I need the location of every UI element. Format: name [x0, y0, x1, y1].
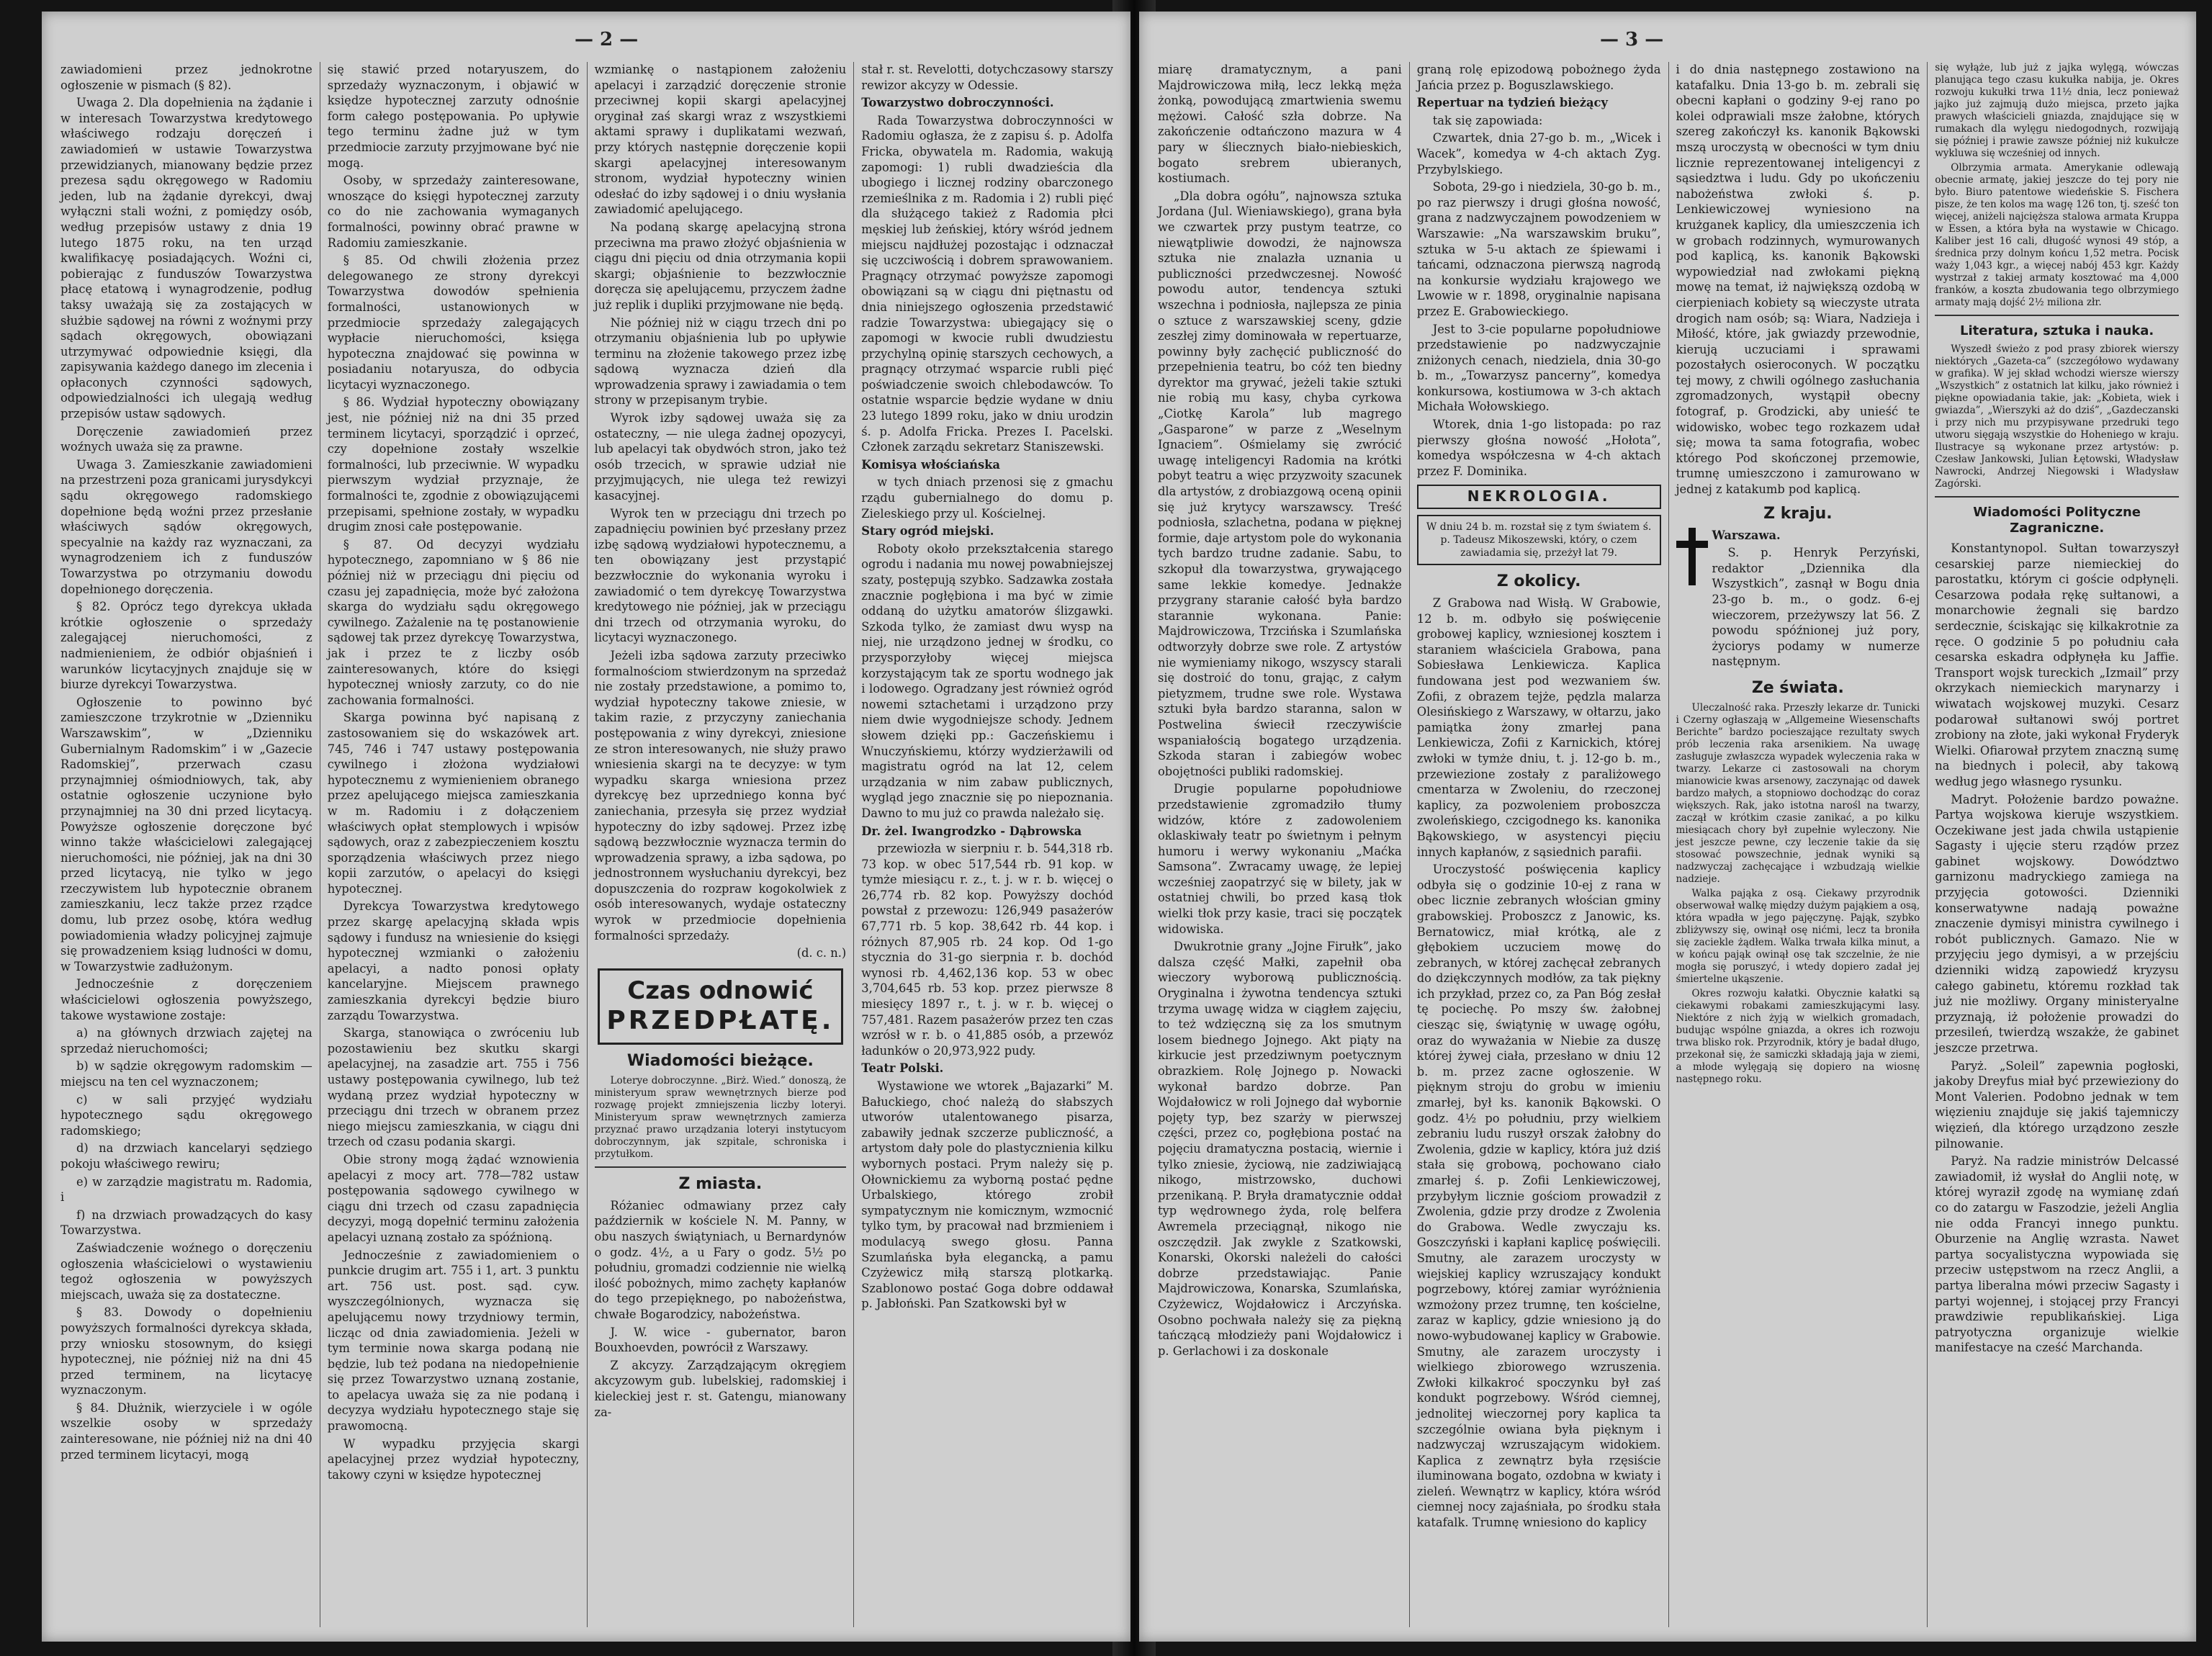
subheading: Repertuar na tydzień bieżący — [1416, 96, 1608, 110]
section-heading-city: Z miasta. — [678, 1174, 763, 1193]
paragraph: c) w sali przyjęć wydziału hypotecznego sądu okręgowego radomskiego; — [60, 1092, 313, 1138]
paragraph: Uroczystość poświęcenia kaplicy odbyła się o godzinie 10-ej z rana w obec licznie zebranych włościan gminy grabowskiej. Proboszcz z Janowic, ks. Bernatowicz, miał krótką, ale z głębokiem uczuciem mowę do zebranych, w której zachęcał zebranych do dziękczynnych modłów, za tak piękny ich przykład, przez co, za Pan Bóg zesłał tę pociechę. Po mszy św. żałobnej ciesząc się, świątynię w uwagę ogółu, oraz do wyważania w Niebie za duszę której żywej ciała, przesłano w dniu 12 b. m. przez zacne ogłoszenie. W pięknym stroju do grobu w imieniu zmarłej, był ks. kanonik Bąkowski. O godz. 4½ po południu, przy wielkiem zebraniu ludu ruszył orszak żałobny do Zwolenia, gdzie w kaplicy, która już dziś stała się grobową, pochowano ciało zmarłej ś. p. Zofii Lenkiewiczowej, przybyłym licznie gościom prowadził z Zwolenia, gdzie przy drodze z Zwolenia do Grabowa. Wedle zwyczaju ks. Goszczyński i kapłani kaplicę poświęcili. Smutny, ale zarazem uroczysty w wiejskiej kaplicy wzruszający kondukt pogrzebowy, której zamiar wyróżnienia wzmożony przez trumnę, ten kościelne, zaraz w kaplicy, gdzie wniesiono ją do nowo-wybudowanej kaplicy w Grabowie. Smutny, ale zarazem uroczysty i wielkiego zbiorowego wzruszenia. Zwłoki kilkakroć spoczynku był zaś kondukt pogrzebowy. Wśród ciemnej, jednolitej wieczornej pory kaplica ta szczególnie owiana była pięknym i nadzwyczaj wzruszającym widokiem. Kaplica z zewnątrz była rzęsiście iluminowana bogato, ozdobna w kwiaty i zieleń. Wewnątrz w kaplicy, która wśród ciemnej nocy zajaśniała, po środku stała katafalk. Trumnę wniesiono do kaplicy — [1416, 863, 1661, 1530]
paragraph: § 84. Dłużnik, wierzyciele i w ogóle wszelkie osoby w sprzedaży zainteresowane, nie później niż na dni 40 przed terminem licytacyi, mogą — [60, 1400, 313, 1462]
left-page-columns — [53, 62, 1120, 1627]
paragraph: f) na drzwiach prowadzących do kasy Towarzystwa. — [60, 1207, 313, 1238]
paragraph: Walka pająka z osą. Ciekawy przyrodnik obserwował walkę między dużym pająkiem a osą, która wpadła w jego pajęczynę. Pająk, szybko zbliżywszy się, owinął osę nićmi, lecz ta broniła się zaciekle żądłem. Walka trwała kilka minut, a w końcu pająk owinął osę tak szczelnie, że nie mogła się poruszyć, i wtedy dopiero zadał jej śmiertelne ukąszenie. — [1676, 887, 1920, 985]
paragraph: przewiozła w sierpniu r. b. 544,318 rb. 73 kop. w obec 517,544 rb. 91 kop. w tymże miesiącu r. z., t. j. w r. b. więcej o 26,774 rb. 82 kop. Powyższy dochód powstał z przewozu: 126,949 pasażerów 67,771 rb. 5 kop. 38,642 rb. 44 kop. i różnych 87,905 rb. 24 kop. Od 1-go stycznia do 31-go sierpnia r. b. dochód wynosi rb. 4,462,136 kop. 53 w obec 3,704,645 rb. 53 kop. przez pierwsze 8 miesięcy 1897 r., t. j. w r. b. więcej o 757,481. Razem pasażerów przez ten czas wzrósł w r. b. o 41,885 osób, a przewóz ładunków o 20,973,922 pudy. — [861, 842, 1113, 1058]
paragraph: Wyrok ten w przeciągu dni trzech po zapadnięciu powinien być przesłany przez izbę sądową wydziałowi hypotecznemu, a ten obowiązany jest przystąpić bezzwłocznie do wykonania wyroku i zawiadomić o tem dyrekcyę Towarzystwa kredytowego nie później, jak w przeciągu dni trzech od otrzymania wyroku, do licytacyi wyznaczonego. — [594, 506, 847, 645]
right-column-3 — [1669, 62, 1928, 1627]
left-column-3 — [588, 62, 855, 1627]
paragraph: „Dla dobra ogółu”, najnowsza sztuka Jordana (Jul. Wieniawskiego), grana była we czwartek przy pustym teatrze, co niewątpliwie dowodzi, że najnowsza sztuka nie znalazła uznania u publiczności przedwczesnej. Nowość powodu autor, tendencya sztuki wszechna i podniosła, najlepsza ze pinia o sztuce z warszawskiej sceny, gdzie zeszłej zimy dominowała w repertuarze, powinny były zachęcić publiczność do przepełnienia teatru, bo cóż ten biedny dyrektor ma grywać, jeżeli takie sztuki nie robią mu kasy, chyba cyrkowa „Ciotkę Karola” lub magrego „Gasparone” w parze z „Weselnym Ignaciem”. Ośmielamy się zwrócić uwagę inteligencyi Radomia na krótki pobyt teatru a więc przyzwoity szacunek dla artystów, z drobiazgową oceną opinii się już krytycy warszawscy. Treść podniosła, szlachetna, podana w pięknej formie, daje artystom pole do wykonania tych bardzo trudne zadanie. Sabu, to szkopuł dla towarzystwa, grywającego same lekkie komedye. Jednakże przygrany staranie całość była bardzo starannie wykonana. Panie: Majdrowiczowa, Trzcińska i Szumlańska odtworzyły dobrze swe role. Z artystów nie wymieniamy nikogo, wszyscy starali się dostroić do tonu, grając, z całym pietyzmem, trudne swe role. Wystawa sztuki była bardzo staranna, salon w Postwelina świecił rzeczywiście wspaniałością bogatego urządzenia. Szkoda staran i zabiegów wobec obojętności publiki radomskiej. — [1158, 189, 1402, 778]
paragraph: Nie później niż w ciągu trzech dni po otrzymaniu objaśnienia lub po upływie terminu na złożenie takowego przez izbę sądową wyznacza dzień dla wprowadzenia sprawy i zawiadamia o tem strony w przepisanym trybie. — [594, 315, 847, 408]
paragraph: Jest to 3-cie popularne popołudniowe przedstawienie po nadzwyczajnie zniżonych cenach, niedziela, dnia 30-go b. m., „Towarzysz pancerny”, komedya konkursowa, kostiumowa w 3-ch aktach Michała Wołowskiego. — [1416, 322, 1661, 414]
section-heading-current-news: Wiadomości bieżące. — [626, 1051, 814, 1070]
subheading: Warszawa. — [1712, 528, 1781, 542]
paragraph: Wystawione we wtorek „Bajazarki” M. Bałuckiego, choć należą do słabszych utworów utalentowanego pisarza, zabawiły jednak szczerze publiczność, a artystom dały pole do plastycznienia kilku wybornych postaci. Prym należy się p. Ołownickiemu za wyborną postać pędne Urbalskiego, którego zrobił sympatycznym nie komicznym, wzmocnić tylko tym, by pracował nad brzmieniem i modulacyą swego głosu. Panna Szumlańska była elegancką, a pamu Czyżewicz miłą starszą plotkarką. Szablonowo postać Goga dobre oddawał p. Jabłoński. Pan Szatkowski był w — [861, 1079, 1113, 1311]
paragraph: Czwartek, dnia 27-go b. m., „Wicek i Wacek”, komedya w 4-ch aktach Zyg. Przybylskiego. — [1416, 131, 1661, 176]
section-heading-country: Z kraju. — [1763, 504, 1833, 523]
paragraph: Sobota, 29-go i niedziela, 30-go b. m., po raz pierwszy i drugi głośna nowość, grana z nadzwyczajnem powodzeniem w Warszawie: „Na warszawskim bruku”, sztuka w 5-u aktach ze śpiewami i tańcami, odznaczona pierwszą nagrodą na konkursie wydziału krajowego we Lwowie w r. 1898, oryginalnie napisana przez E. Grabowieckiego. — [1416, 180, 1661, 318]
paragraph: Paryż. Na radzie ministrów Delcassé zawiadomił, iż wysłał do Anglii notę, w której wyraził zgodę na wymianę zdań co do zatargu w Faszodzie, jeżeli Anglia nie odda Francyi innego punktu. Oburzenie na Anglię wzrasta. Nawet partya socyalistyczna wypowiada się przeciw ustępstwom na rzecz Anglii, a partya liberalna mówi przeciw Sagasty i partyi wojennej, i stojącej przy Francyi prawdziwie republikańskiej. Liga patryotyczna organizuje wielkie manifestacye na cześć Marchanda. — [1935, 1154, 2179, 1355]
left-column-1 — [53, 62, 320, 1627]
paragraph: się wyłąże, lub już z jajka wylęgą, wówczas planująca tego czasu kukułka nabija, je. Okres rozwoju kukułki trwa 11½ dnia, lecz ponieważ jajko już zajmują dużo miejsca, przeto jajka prawych właścicieli gniazda, znajdujące się w rumakach dla wylęgu niedogodnych, rozwijają się później i prawie zawsze później niż kukułcze wykluwa się wcześniej od innych. — [1935, 62, 2179, 159]
subscription-line-1: Czas odnowić — [627, 976, 814, 1005]
paragraph: Uwaga 2. Dla dopełnienia na żądanie i w interesach Towarzystwa kredytowego właściwego rodzaju doręczeń i zawiadomień w ustawie Towarzystwa przewidzianych, mianowany będzie przez prezesa sądu okręgowego w Radomiu jeden, lub na żądanie dyrekcyi, dwaj wyłączni stali woźni, z pomiędzy osób, według przepisów ustawy z dnia 19 lutego 1875 roku, na ten urząd kwalifikacyę posiadających. Woźni ci, pobierając z funduszów Towarzystwa płacę etatową i wynagrodzenie, podług taksy uważają się za zostających w służbie sądowej na równi z woźnymi przy sądach okręgowych, obowiązani utrzymywać odpowiednie księgi, dla zapisywania każdego danego im zlecenia i opłaconych czynności sądowych, odpowiedzialności ich ulegają według przepisów ustaw sądowych. — [60, 96, 313, 421]
subheading: Dr. żel. Iwangrodzko - Dąbrowska — [861, 824, 1082, 838]
paragraph: Doręczenie zawiadomień przez woźnych uważa się za prawne. — [60, 424, 313, 454]
paragraph: Loterye dobroczynne. „Birż. Wied.” donoszą, że ministeryum spraw wewnętrznych bierze pod rozwagę projekt zmniejszenia liczby loteryi. Ministeryum spraw wewnętrznych zamierza przyznać prawo urządzania loteryi instytucyom dobroczynnym, jak szpitale, schroniska i przytułkom. — [594, 1074, 847, 1160]
paragraph: Obie strony mogą żądać wznowienia apelacyi z mocy art. 778—782 ustaw postępowania sądowego cywilnego w ciągu dni trzech od czasu zapadnięcia decyzyi, mogą dopełnić terminu założenia apelacyi uznaną zostało za spóźnioną. — [327, 1152, 580, 1244]
paragraph: Uwaga 3. Zamieszkanie zawiadomieni na przestrzeni poza granicami jurysdykcyi sądu okręgowego radomskiego dopełnione będą woźni przez przesłanie właściwych sądów okręgowych, specyalnie na każdy raz wyznaczani, za wynagrodzeniem ich z funduszów Towarzystwa po otrzymaniu dowodu dopełnionego doręczenia. — [60, 457, 313, 596]
cross-icon — [1676, 528, 1708, 585]
right-column-4 — [1928, 62, 2186, 1627]
subheading: Stary ogród miejski. — [861, 524, 994, 539]
paragraph: Różaniec odmawiany przez cały październik w kościele N. M. Panny, w obu naszych świątyniach, u Bernardynów o godz. 4½, a u Fary o godz. 5½ po południu, gromadzi codziennie nie wielką ilość pobożnych, mimo zachęty kapłanów do tego przepięknego, po nabożeństwa, chwałe Bogarodzicy, nabożeństwa. — [594, 1198, 847, 1321]
paragraph: wzmiankę o nastąpionem założeniu apelacyi i zarządzić doręczenie stronie przeciwnej kopii skargi apelacyjnej oryginał zaś skargi wraz z wszystkiemi aktami sprawy i duplikatami wezwań, przy których następnie doręczenie kopii skargi apelacyjnej interesowanym stronom, wydział hypoteczny winien odesłać do izby sądowej i o dniu wysłania zawiadomić apelującego. — [594, 63, 847, 217]
section-heading-foreign-politics: Wiadomości Polityczne Zagraniczne. — [1973, 505, 2141, 536]
paragraph: J. W. wice - gubernator, baron Bouxhoevden, powrócił z Warszawy. — [594, 1325, 847, 1355]
paragraph: stał r. st. Revelotti, dotychczasowy starszy rewizor akcyzy w Odessie. — [861, 63, 1113, 92]
right-column-2 — [1410, 62, 1669, 1627]
subheading: Komisya włościańska — [861, 457, 1000, 472]
paragraph: i do dnia następnego zostawiono na katafalku. Dnia 13-go b. m. zebrali się obecni kapłani o godziny 9-ej rano po kolei odprawiali msze żałobne, których szereg zakończył ks. kanonik Bąkowski mszą uroczystą w obecności w tym dniu licznie reprezentowanej inteligencyi z sąsiedztwa i ludu. Gdy po ukończeniu nabożeństwa zwłoki ś. p. Lenkiewiczowej wyniesiono na krużganek kaplicy, dla umieszczenia ich w grobach rodzinnych, wymurowanych pod kaplicą, ks. kanonik Bąkowski wypowiedział nad zwłokami piękną mowę na temat, iż największą ozdobą w cierpieniach kobiety są wieczyste utrata drogich nam osób; są: Wiara, Nadzieja i Miłość, które, jak gwiazdy przewodnie, kierują uczuciami i sprawami pozostałych osieroconych. W początku tej mowy, z chwili ogólnego zasłuchania zgromadzonych, wystąpił obecny fotograf, p. Grodzicki, aby unieść te widowisko, wobec tego rozkazem udał się; mowa ta sama fotografia, wobec którego Pod skończonej przemowie, trumnę umieszczono i zamurowano w jednej z katakumb pod kaplicą. — [1676, 63, 1920, 497]
paragraph: graną rolę epizodową pobożnego żyda Jańcia przez p. Boguszlawskiego. — [1416, 63, 1661, 92]
paragraph: tak się zapowiada: — [1432, 113, 1543, 127]
left-page — [42, 12, 1130, 1642]
paragraph: Okres rozwoju kałatki. Obycznie kałatki są ciekawymi robakami zamieszkującymi lasy. Niektóre z nich żyją w wielkich gromadach, budując wspólne gniazda, a okres ich rozwoju trwa blisko rok. Przyrodnik, który je badał długo, przekonał się, że samiczki składają jaja w ziemi, a młode wylęgają się dopiero na wiosnę następnego roku. — [1676, 987, 1920, 1085]
paragraph: Na podaną skargę apelacyjną strona przeciwna ma prawo złożyć objaśnienia w ciągu dni pięciu od dnia otrzymania kopii skargi; objaśnienie to bezzwłocznie doręcza się apelującemu, przyczem żadne już replik i dupliki przyjmowane nie będą. — [594, 220, 847, 312]
paragraph: Wyrok izby sądowej uważa się za ostateczny, — nie ulega żadnej opozycyi, lub apelacyi tak obydwóch stron, jako też osób trzecich, w sprawie udział nie przyjmujących, nie ulega też rewizyi kasacyjnej. — [594, 411, 847, 503]
paragraph: Dwukrotnie grany „Jojne Firułk”, jako dalsza część Małki, zapełnił oba wieczory wyborową publicznością. Oryginalna i żywotna tendencya sztuki trzyma uwagę widza w ciągłem zajęciu, to też wdzięczną się za los smutnym losem biednego Jojnego. Akt piąty na kirkucie jest przedziwnym poetycznym obrazkiem. Rolę Jojnego p. Nowacki wykonał bardzo dobrze. Pan Wojdałowicz w roli Jojnego dał wybornie pojęty typ, bez szarży w pierwszej części, przez co, pogłębiona postać na pojęciu dramatyczna postacią, wiernie i tylko zniesie, życiową, nie zadziwiającą nikogo, mistrzowsko, duchowi przenikaną. P. Bryła dramatycznie oddał typ wędrownego żyda, rolę belfera Awremela przeciągnął, nikogo nie oszczędził. Jak zwykle z Szatkowski, Konarski, Okorski należeli do całości dobrze przedstawiając. Panie Majdrowiczowa, Konarska, Szumlańska, Czyżewicz, Wojdałowicz i Arczyńska. Osobno pochwała należy się za piękną tańczącą młodzieży pani Wojdałowicz i p. Gerlachowi i za doskonale — [1158, 940, 1402, 1358]
paragraph: zawiadomieni przez jednokrotne ogłoszenie w pismach (§ 82). — [60, 63, 313, 92]
right-page — [1139, 12, 2196, 1642]
obituary-cross-row — [1676, 528, 1920, 672]
paragraph: Wyszedł świeżo z pod prasy zbiorek wierszy niektórych „Gazeta​-ca” (szczegółowo wydawany w grafika). W jej skład wchodzi wiersze wierszy „Wszystkich” z ostatnich lat kilku, jako również i piękne opowiadania takie, jak: „Kobieta, wiek i gwiazda”, „Wierszyki aż do dziś”, „Gazdeczanski i przy nich mu przypisywane przedruki tego utworu sięgają wszystkie do Hoheniego w kraju. Ilustracye są wykonane przez artystów: p. Czesław Jankowski, Julian Łętowski, Władysław Nawrocki, Andrzej Niegowski i Władysław Zagórski. — [1935, 343, 2179, 490]
left-page-number: — 2 — — [575, 29, 639, 50]
paragraph: Jednocześnie z doręczeniem właścicielowi ogłoszenia powyższego, takowe wystawione zostaje: — [60, 977, 313, 1022]
subscription-box — [598, 968, 844, 1045]
paragraph: Zaświadczenie woźnego o doręczeniu ogłoszenia właścicielowi o wystawieniu tegoż ogłoszenia w powyższych miejscach, uważa się za dostateczne. — [60, 1241, 313, 1302]
paragraph: Uleczalność raka. Przeszły lekarze dr. Tunicki i Czerny ogłaszają w „Allgemeine Wiesenschafts Berichte” bardzo pocieszające rezultaty swych prób leczenia raka arsenikiem. Na uwagę zasługuje zwłaszcza wypadek wyleczenia raka w twarzy. Lekarze ci zastosowali na chorym mianowicie kwas arsenowy, zaczynając od dawek bardzo małych, a stopniowo dochodząc do coraz większych. Rak, jako istotna narośl na twarzy, zaczął w krótkim czasie zanikać, a po kilku miesiącach chory był zupełnie wyleczony. Nie jest jeszcze pewne, czy leczenie takie da się stosować powszechnie, jednak wyniki są nadzwyczaj zachęcające i wzbudzają wielkie nadzieje. — [1676, 701, 1920, 885]
paragraph: Skarga, stanowiąca o zwróceniu lub pozostawieniu bez skutku skargi apelacyjnej, na zasadzie art. 755 i 756 ustawy postępowania cywilnego, lub też wydaną przez wydział hypoteczny w przeciągu dni trzech w obranem przez niego miejscu zamieszkania, w ciągu dni trzech od czasu podania skargi. — [327, 1026, 580, 1149]
paragraph: § 83. Dowody o dopełnieniu powyższych formalności dyrekcya składa, przy wniosku stosownym, do księgi hypotecznej, nie później niż na dni 45 przed terminem, na licytacyę wyznaczonym. — [60, 1305, 313, 1398]
obituary-heading: NEKROLOGIA. — [1417, 485, 1661, 509]
paragraph: Ogłoszenie to powinno być zamieszczone trzykrotnie w „Dzienniku Warszawskim”, w „Dzienniku Gubernialnym Radomskim” i w „Gazecie Radomskiej”, przerwach czasu przynajmniej ośmiodniowych, tak, aby ostatnie ogłoszenie uczynione było przynajmniej na 30 dni przed licytacyą. Powyższe ogłoszenie doręczone być winno także właścicielowi zalegającej nieruchomości, nie później, jak na dni 30 przed licytacyą, nie tylko w jego rzeczywistem lub hypotecznie obranem zamieszkaniu, lecz także przez rządce domu, lub przez osobę, która według powiadomienia władzy policyjnej zajmuje się prowadzeniem ksiąg ludności w domu, w Towarzystwie zadłużonym. — [60, 695, 313, 973]
paragraph: Konstantynopol. Sułtan towarzyszył cesarskiej parze niemieckiej do parostatku, którym ci goście odpłynęli. Cesarzowa podała rękę sułtanowi, a monarchowie żegnali się bardzo serdecznie, ściskając się kilkakrotnie za ręce. O godzinie 5 po południu cała cesarska eskadra odpłynęła ku Jaffie. Transport wojsk tureckich „Izmail” przy okrzykach niemieckich marynarzy i wiwatach wojskowej muzyki. Cesarz podarował sułtanowi swój portret zrobiony na złote, jaki wykonał Fryderyk Wielki. Ofiarował przytem znaczną sumę na biednych i polecił, aby takową według jego własnego rysunku. — [1935, 541, 2179, 788]
left-column-2 — [320, 62, 588, 1627]
paragraph: Paryż. „Soleil” zapewnia pogłoski, jakoby Dreyfus miał być przewieziony do Mont Valerien. Podobno jednak w tem więzieniu znajduje się jakiś tajemniczy więzień, dla którego urządzono zeszłe pilnowanie. — [1935, 1058, 2179, 1151]
paragraph: § 86. Wydział hypoteczny obowiązany jest, nie później niż na dni 35 przed terminem licytacyi, sporządzić i oprzeć, czy dopełnione zostały wszelkie formalności, lub przeciwnie. W wypadku pierwszym wydział przyznaje, że formalności te, zgodnie z obowiązującemi przepisami, spełnione zostały, w wypadku drugim znosi całe postępowanie. — [327, 395, 580, 534]
paragraph: Skarga powinna być napisaną z zastosowaniem się do wskazówek art. 745, 746 i 747 ustawy postępowania cywilnego i złożona wydziałowi hypotecznemu z wymienieniem obranego przez apelującego miejsca zamieszkania w m. Radomiu i z dołączeniem właściwych opłat stemplowych i wpisów sądowych, oraz z zabezpieczeniem kosztu sporządzenia właściwych przez niego kopii zarzutów, o apelacyi do księgi hypotecznej. — [327, 711, 580, 896]
paragraph: Jeżeli izba sądowa zarzuty przeciwko formalnościom stwierdzonym na sprzedaż nie zostały przedstawione, a pomimo to, wydział hypoteczny takowe zniesie, w takim razie, z przyczyny zaniechania postępowania z winy dyrekcyi, zniesione ze stron interesowanych, nie służy prawo wniesienia skargi na te decyzye: w tym wypadku skarga wniesiona przez dyrekcyę bez uprzedniego konna być zaniechania, przesyła się przez wydział hypoteczny do izby sądowej. Przez izbę sądową bezzwłocznie wyznacza termin do wprowadzenia sprawy, a izba sądowa, po jednostronnem wysłuchaniu dyrekcyi, bez dopuszczenia do rozpraw kogokolwiek z osób interesowanych, wydaje ostateczny wyrok w przedmiocie dopełnienia formalności sprzedaży. — [594, 648, 847, 942]
right-page-number: — 3 — — [1600, 29, 1664, 50]
section-heading-region: Z okolicy. — [1496, 572, 1581, 591]
paragraph: Jednocześnie z zawiadomieniem o punkcie drugim art. 755 i 1, art. 3 punktu art. 756 ust. post. sąd. cyw. wyszczególnionych, wyznacza się apelującemu nowy trzydniowy termin, licząc od dnia zawiadomienia. Jeżeli w tym terminie nowa skarga podaną nie będzie, lub też podana na niedopełnienie się przez Towarzystwo uznaną zostanie, to apelacya uważa się za nie podaną i decyzya wydziału hypotecznego staje się prawomocną. — [327, 1248, 580, 1434]
paragraph: W wypadku przyjęcia skargi apelacyjnej przez wydział hypoteczny, takowy czyni w księdze hypotecznej — [327, 1436, 580, 1482]
paragraph: a) na głównych drzwiach zajętej na sprzedaż nieruchomości; — [60, 1026, 313, 1056]
paragraph: Drugie popularne popołudniowe przedstawienie zgromadziło tłumy widzów, które z zadowoleniem oklaskiwały teatr po świetnym i pełnym humoru i werwy wykonaniu „Maćka Samsona”. Zwracamy uwagę, że lepiej wcześniej zaopatrzyć się w bilety, jak w ostatniej chwili, bo przed kasą tłok wielki tłok przy kasie, traci się początek widowiska. — [1158, 782, 1402, 936]
section-heading-world: Ze świata. — [1751, 678, 1844, 697]
subheading: Teatr Polski. — [861, 1061, 944, 1076]
paragraph: Z Grabowa nad Wisłą. W Grabowie, 12 b. m. odbyło się poświęcenie grobowej kaplicy, wzniesionej kosztem i staraniem właściciela Grabowa, pana Sobiesława Lenkiewicza. Kaplica fundowana jest pod wezwaniem św. Zofii, z obrazem tejże, pędzla malarza Olesińskiego z Warszawy, w ołtarzu, jako pamiątka żony zmarłej pana Lenkiewicza, Zofii z Karnickich, której zwłoki w tymże dniu, t. j. 12-go b. m., przewiezione zostały z paraliżowego cmentarza w Zwoleniu, do rzeczonej kaplicy, za pozwoleniem proboszcza zwoleńskiego, czcigodnego ks. kanonika Bąkowskiego, w asystencyi pięciu innych kapłanów, z sąsiednich parafii. — [1416, 596, 1661, 859]
divider — [595, 1166, 847, 1168]
paragraph: b) w sądzie okręgowym radomskim — miejscu na ten cel wyznaczonem; — [60, 1059, 313, 1089]
continued-note: (d. c. n.) — [796, 946, 847, 960]
paragraph: Madryt. Położenie bardzo poważne. Partya wojskowa kieruje wszystkiem. Oczekiwane jest jada chwila ustąpienie Sagasty i ujęcie steru rządów przez gabinet wojskowy. Dowództwo garnizonu madryckiego zamiega na przyjęcia gotowości. Dzienniki konserwatywne nadają poważne znaczenie dymisyi ministra cywilnego i robót publicznych. Gamazo. Nie w przyjęciu jego dymisyi, a w przejściu dzienniki widzą zapowiedź kryzysu całego gabinetu, któremu rozkład tak już nie możliwy. Organy ministeryalne przyznają, iż położenie prowadzi do przesileń, twierdzą wszakże, że gabinet jeszcze przetrwa. — [1935, 792, 2179, 1055]
paragraph: Osoby, w sprzedaży zainteresowane, wnoszące do księgi hypotecznej zarzuty co do nie zachowania wymaganych formalności, powinny obrać prawne w Radomiu zamieszkanie. — [327, 174, 580, 250]
paragraph: Roboty około przekształcenia starego ogrodu i nadania mu nowej powabniejszej szaty, postępują szybko. Sadzawka została znacznie pogłębiona i ma być w zimie oddaną do użytku amatorów ślizgawki. Szkoda tylko, że zamiast dwu wysp na niej, nie urządzono jednej w środku, co przysporzyłoby więcej miejsca korzystającym tak ze sportu wodnego jak i lodowego. Ogradzany jest również ogród nowemi sztachetami i urządzono przy niem dwie wygodniejsze schody. Jednem słowem dzięki pp.: Gaczeńskiemu i Wnuczyńskiemu, którzy wydzierżawili od magistratu ogród na lat 12, celem urządzania w nim zabaw publicznych, wygląd jego znacznie się po niepoznania. Dawno to mu już co prawda należało się. — [861, 541, 1113, 820]
paragraph: § 87. Od decyzyi wydziału hypotecznego, zapomniano w § 86 nie później niż w przeciągu dni pięciu od czasu jej zapadnięcia, może być założona skarga do wydziału sądu okręgowego cywilnego. Zażalenie na tę postanowienie sądowej tak przez dyrekcyę Towarzystwa, jak i przez te z liczby osób zainteresowanych, które do księgi hypotecznej wniosły zarzuty, co do nie zachowania formalności. — [327, 537, 580, 707]
paragraph: Z akcyzy. Zarządzającym okręgiem akcyzowym gub. lubelskiej, radomskiej i kieleckiej jest r. st. Gatengu, mianowany za- — [594, 1358, 847, 1419]
paragraph: Wtorek, dnia 1-go listopada: po raz pierwszy głośna nowość „Hołota”, komedya współczesna w 4-ch aktach przez F. Dominika. — [1416, 418, 1661, 478]
divider — [1935, 315, 2179, 316]
obituary-notice: W dniu 24 b. m. rozstał się z tym światem ś. p. Tadeusz Mikoszewski, który, o czem zawiadamia się, przeżył lat 79. — [1417, 515, 1661, 565]
left-column-4 — [854, 62, 1120, 1627]
subheading: Towarzystwo dobroczynności. — [861, 96, 1054, 110]
paragraph: § 85. Od chwili złożenia przez delegowanego ze strony dyrekcyi Towarzystwa dowodów spełnienia formalności, ustanowionych w przedmiocie sprzedaży zalegających wypłacie nieruchomości, księga hypoteczna znajdować się powinna w posiadaniu notaryusza, do odbycia licytacyi wyznaczonego. — [327, 253, 580, 392]
paragraph: Dyrekcya Towarzystwa kredytowego przez skargę apelacyjną składa wpis sądowy i fundusz na wniesienie do księgi hypotecznej wzmianki o założeniu apelacyi, a nadto ponosi opłaty kancelaryjne. Miejscem prawnego zamieszkania dyrekcyi będzie biuro zarządu Towarzystwa. — [327, 899, 580, 1022]
paragraph: § 82. Oprócz tego dyrekcya układa krótkie ogłoszenie o sprzedaży zalegającej nieruchomości, z nadmienieniem, że odbiór objaśnień i warunków licytacyjnych znajduje się w biurze dyrekcyi Towarzystwa. — [60, 600, 313, 692]
paragraph: się stawić przed notaryuszem, do sprzedaży wyznaczonym, i objawić w księdze hypotecznej zarzuty odnośnie form całego postępowania. Po upływie tego terminu żadne już w tym przedmiocie zarzuty przyjmowane być nie mogą. — [327, 63, 580, 170]
paragraph: w tych dniach przenosi się z gmachu rządu gubernialnego do domu p. Zieleskiego przy ul. Kościelnej. — [861, 475, 1113, 521]
right-column-1 — [1151, 62, 1410, 1627]
paragraph: d) na drzwiach kancelaryi sędziego pokoju właściwego rewiru; — [60, 1141, 313, 1171]
paragraph: e) w zarządzie magistratu m. Radomia, i — [60, 1174, 313, 1205]
paragraph: miarę dramatycznym, a pani Majdrowiczowa miłą, lecz lekką męża żonką, powodującą zmartwienia swemu mężowi. Całość szła dobrze. Na zakończenie odtańczono mazura w 4 pary w śliecznych biało-niebieskich, bogato srebrem ubieranych, kostiumach. — [1158, 63, 1402, 186]
divider — [1935, 496, 2179, 498]
paragraph: Rada Towarzystwa dobroczynności w Radomiu ogłasza, że z zapisu ś. p. Adolfa Fricka, obywatela m. Radomia, wakują zapomogi: 1) rubli dwadzieścia dla ubogiego i licznej rodziny obarczonego rzemieślnika z m. Radomia i 2) rubli pięć dla służącego takież z Radomia płci męskiej lub żeńskiej, który wśród jednem miejscu najdłużej pozostając i odznaczał się uczciwością i dobrem sprawowaniem. Pragnący otrzymać powyższe zapomogi obowiązani są w ciągu dni piętnastu od dnia niniejszego ogłoszenia przedstawić radzie Towarzystwa: ubiegający się o zapomogi w kwocie rubli dwudziestu przychylną opinię starszych cechowych, a pragnący otrzymać wsparcie rubli pięć poświadczenie swoich chlebodawców. To ostatnie wsparcie będzie wydane w dniu 23 lutego 1899 roku, jako w dniu urodzin ś. p. Adolfa Fricka. Prezes I. Pacelski. Członek zarządu sekretarz Staniszewski. — [861, 113, 1113, 454]
paragraph: Olbrzymia armata. Amerykanie odlewają obecnie armatę, jakiej jeszcze do tej pory nie było. Biuro patentowe wiedeńskie S. Fischera pisze, że ten kolos ma wagę 126 ton, tj. sześć ton więcej, aniżeli najcięższa stalowa armata Kruppa w Essen, a która była na wystawie w Chicago. Kaliber jest 16 cali, długość wynosi 49 stóp, a średnica przy dolnym końcu 1,52 metra. Pocisk waży 1,043 kgr., a więcej nabój 453 kgr. Każdy wystrzał z takiej armaty kosztować ma 4,000 franków, a koszta zbudowania tego olbrzymiego armaty mają dojść 2½ miliona złr. — [1935, 162, 2179, 308]
subscription-line-2: PRZEDPŁATĘ. — [606, 1005, 835, 1035]
section-heading-literature: Literatura, sztuka i nauka. — [1960, 323, 2154, 338]
paragraph: S. p. Henryk Perzyński, redaktor „Dziennika dla Wszystkich”, zasnął w Bogu dnia 23-go b. m., o godz. 6-ej wieczorem, przeżywszy lat 56. Z powodu spóźnionej już pory, życiorys podamy w numerze następnym. — [1712, 546, 1920, 669]
right-page-columns — [1151, 62, 2186, 1627]
